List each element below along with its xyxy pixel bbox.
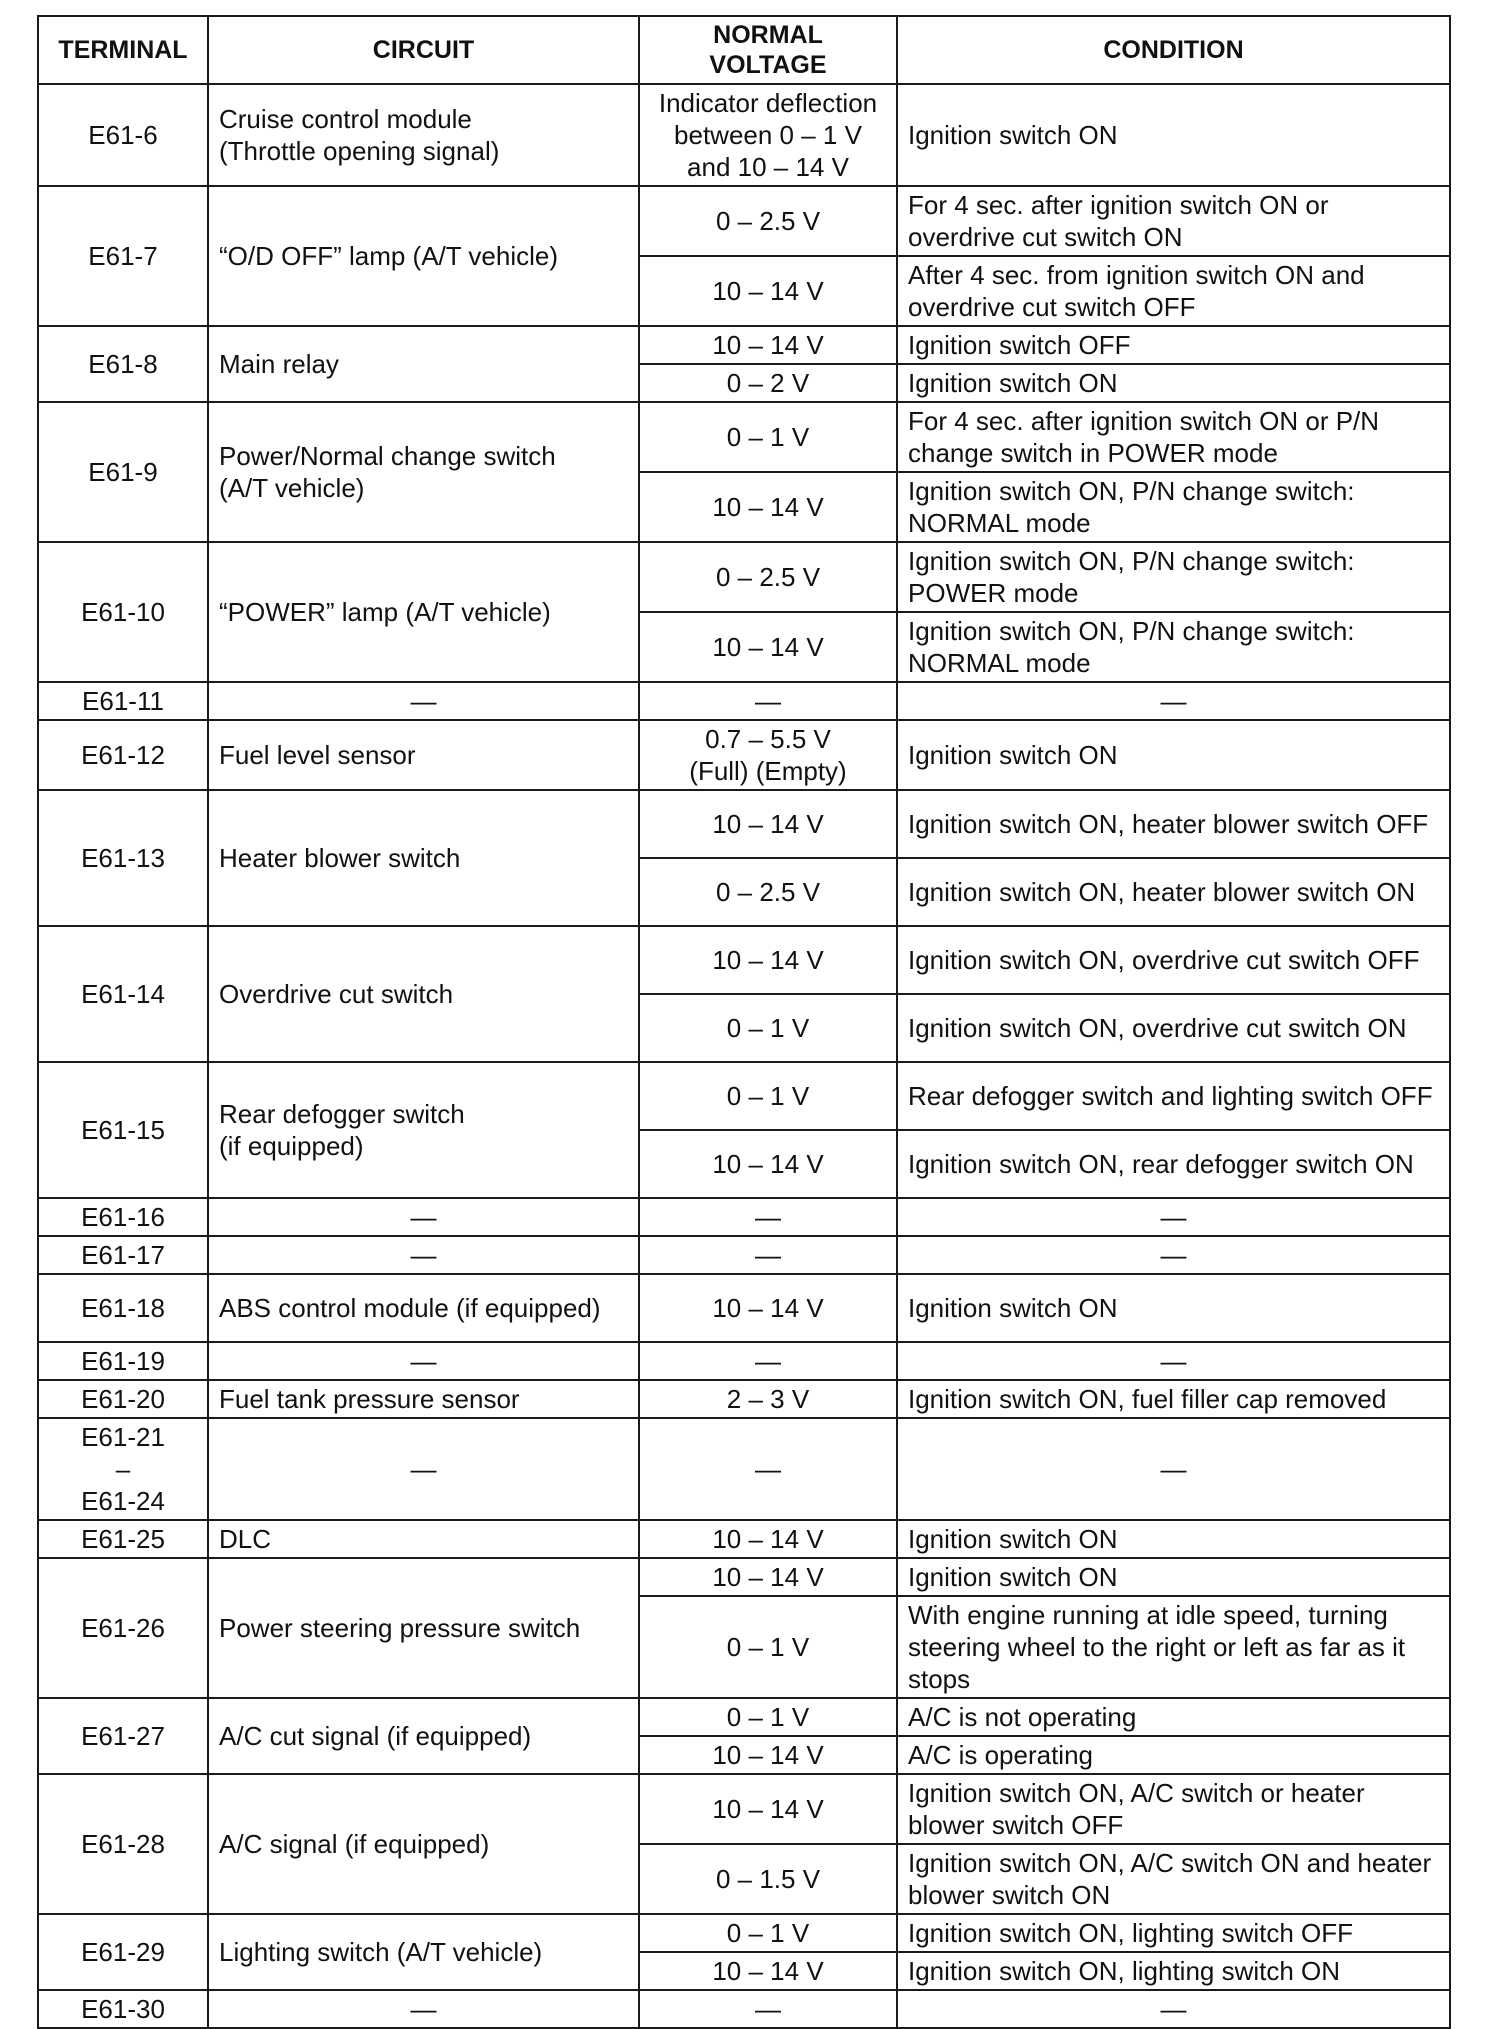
voltage-cell: 0 – 1.5 V bbox=[639, 1844, 897, 1914]
terminal-cell: E61-8 bbox=[38, 326, 208, 402]
circuit-cell: Fuel tank pressure sensor bbox=[208, 1380, 639, 1418]
condition-cell: Ignition switch ON, fuel filler cap removed bbox=[897, 1380, 1450, 1418]
voltage-cell: 10 – 14 V bbox=[639, 472, 897, 542]
voltage-cell: — bbox=[639, 1342, 897, 1380]
circuit-cell: Heater blower switch bbox=[208, 790, 639, 926]
condition-cell: Ignition switch ON, A/C switch or heater blower switch OFF bbox=[897, 1774, 1450, 1844]
circuit-cell: Power steering pressure switch bbox=[208, 1558, 639, 1698]
circuit-cell: — bbox=[208, 1418, 639, 1520]
circuit-cell: Power/Normal change switch (A/T vehicle) bbox=[208, 402, 639, 542]
voltage-cell: — bbox=[639, 1990, 897, 2028]
header-terminal: TERMINAL bbox=[38, 16, 208, 84]
voltage-cell: 0 – 1 V bbox=[639, 1596, 897, 1698]
header-normal-voltage: NORMAL VOLTAGE bbox=[639, 16, 897, 84]
table-row bbox=[38, 1274, 1450, 1342]
condition-cell: Ignition switch ON bbox=[897, 720, 1450, 790]
circuit-cell: “POWER” lamp (A/T vehicle) bbox=[208, 542, 639, 682]
condition-cell: Ignition switch ON, A/C switch ON and heater blower switch ON bbox=[897, 1844, 1450, 1914]
condition-cell: Rear defogger switch and lighting switch OFF bbox=[897, 1062, 1450, 1130]
voltage-cell: 10 – 14 V bbox=[639, 1736, 897, 1774]
terminal-cell: E61-15 bbox=[38, 1062, 208, 1198]
circuit-cell: DLC bbox=[208, 1520, 639, 1558]
voltage-cell: 0 – 2 V bbox=[639, 364, 897, 402]
condition-cell: Ignition switch ON, heater blower switch OFF bbox=[897, 790, 1450, 858]
voltage-cell: 0 – 1 V bbox=[639, 1914, 897, 1952]
condition-cell: — bbox=[897, 1236, 1450, 1274]
terminal-cell: E61-30 bbox=[38, 1990, 208, 2028]
circuit-cell: Main relay bbox=[208, 326, 639, 402]
terminal-voltage-table bbox=[37, 15, 1451, 2029]
voltage-cell: 0 – 1 V bbox=[639, 402, 897, 472]
terminal-cell: E61-17 bbox=[38, 1236, 208, 1274]
voltage-cell: — bbox=[639, 1418, 897, 1520]
circuit-cell: — bbox=[208, 1198, 639, 1236]
table-row bbox=[38, 1342, 1450, 1380]
circuit-cell: — bbox=[208, 682, 639, 720]
voltage-cell: 10 – 14 V bbox=[639, 1274, 897, 1342]
condition-cell: With engine running at idle speed, turning steering wheel to the right or left as far as it stops bbox=[897, 1596, 1450, 1698]
table-row bbox=[38, 1698, 1450, 1736]
condition-cell: — bbox=[897, 1990, 1450, 2028]
condition-cell: Ignition switch ON, P/N change switch: POWER mode bbox=[897, 542, 1450, 612]
condition-cell: Ignition switch ON bbox=[897, 1520, 1450, 1558]
table-row bbox=[38, 1380, 1450, 1418]
circuit-cell: Overdrive cut switch bbox=[208, 926, 639, 1062]
condition-cell: Ignition switch ON bbox=[897, 84, 1450, 186]
voltage-cell: 10 – 14 V bbox=[639, 790, 897, 858]
header-condition: CONDITION bbox=[897, 16, 1450, 84]
terminal-cell: E61-19 bbox=[38, 1342, 208, 1380]
voltage-cell: 10 – 14 V bbox=[639, 1952, 897, 1990]
table-row bbox=[38, 1774, 1450, 1844]
terminal-cell: E61-14 bbox=[38, 926, 208, 1062]
voltage-cell: — bbox=[639, 1198, 897, 1236]
voltage-cell: 10 – 14 V bbox=[639, 1774, 897, 1844]
condition-cell: Ignition switch ON bbox=[897, 1558, 1450, 1596]
terminal-cell: E61-21 – E61-24 bbox=[38, 1418, 208, 1520]
condition-cell: Ignition switch ON, lighting switch OFF bbox=[897, 1914, 1450, 1952]
terminal-cell: E61-20 bbox=[38, 1380, 208, 1418]
table-row bbox=[38, 1236, 1450, 1274]
circuit-cell: — bbox=[208, 1342, 639, 1380]
table-row bbox=[38, 84, 1450, 186]
table-row bbox=[38, 402, 1450, 472]
table-row bbox=[38, 326, 1450, 364]
condition-cell: Ignition switch ON, rear defogger switch ON bbox=[897, 1130, 1450, 1198]
voltage-cell: 10 – 14 V bbox=[639, 1558, 897, 1596]
condition-cell: — bbox=[897, 682, 1450, 720]
table-row bbox=[38, 1520, 1450, 1558]
table-row bbox=[38, 1558, 1450, 1596]
condition-cell: Ignition switch ON bbox=[897, 364, 1450, 402]
terminal-cell: E61-13 bbox=[38, 790, 208, 926]
table-row bbox=[38, 720, 1450, 790]
table-row bbox=[38, 1062, 1450, 1130]
voltage-cell: 0 – 1 V bbox=[639, 1698, 897, 1736]
condition-cell: For 4 sec. after ignition switch ON or P/N change switch in POWER mode bbox=[897, 402, 1450, 472]
table-row bbox=[38, 542, 1450, 612]
condition-cell: Ignition switch ON, overdrive cut switch ON bbox=[897, 994, 1450, 1062]
table-row bbox=[38, 186, 1450, 256]
header-row bbox=[38, 16, 1450, 84]
table-row bbox=[38, 682, 1450, 720]
circuit-cell: — bbox=[208, 1236, 639, 1274]
condition-cell: Ignition switch ON, P/N change switch: NORMAL mode bbox=[897, 472, 1450, 542]
condition-cell: Ignition switch OFF bbox=[897, 326, 1450, 364]
terminal-cell: E61-27 bbox=[38, 1698, 208, 1774]
condition-cell: Ignition switch ON, overdrive cut switch OFF bbox=[897, 926, 1450, 994]
circuit-cell: A/C signal (if equipped) bbox=[208, 1774, 639, 1914]
voltage-cell: 2 – 3 V bbox=[639, 1380, 897, 1418]
voltage-cell: 10 – 14 V bbox=[639, 926, 897, 994]
voltage-cell: 10 – 14 V bbox=[639, 1130, 897, 1198]
terminal-cell: E61-12 bbox=[38, 720, 208, 790]
table-row bbox=[38, 1914, 1450, 1952]
circuit-cell: ABS control module (if equipped) bbox=[208, 1274, 639, 1342]
terminal-cell: E61-16 bbox=[38, 1198, 208, 1236]
voltage-cell: 10 – 14 V bbox=[639, 326, 897, 364]
condition-cell: Ignition switch ON, P/N change switch: NORMAL mode bbox=[897, 612, 1450, 682]
condition-cell: A/C is not operating bbox=[897, 1698, 1450, 1736]
condition-cell: Ignition switch ON, lighting switch ON bbox=[897, 1952, 1450, 1990]
terminal-cell: E61-25 bbox=[38, 1520, 208, 1558]
voltage-cell: 0 – 2.5 V bbox=[639, 542, 897, 612]
table-row bbox=[38, 926, 1450, 994]
voltage-cell: 0.7 – 5.5 V (Full) (Empty) bbox=[639, 720, 897, 790]
terminal-cell: E61-28 bbox=[38, 1774, 208, 1914]
voltage-cell: — bbox=[639, 682, 897, 720]
condition-cell: Ignition switch ON bbox=[897, 1274, 1450, 1342]
terminal-cell: E61-6 bbox=[38, 84, 208, 186]
condition-cell: — bbox=[897, 1198, 1450, 1236]
terminal-cell: E61-26 bbox=[38, 1558, 208, 1698]
terminal-cell: E61-29 bbox=[38, 1914, 208, 1990]
condition-cell: For 4 sec. after ignition switch ON or overdrive cut switch ON bbox=[897, 186, 1450, 256]
condition-cell: Ignition switch ON, heater blower switch ON bbox=[897, 858, 1450, 926]
voltage-cell: 10 – 14 V bbox=[639, 1520, 897, 1558]
circuit-cell: Lighting switch (A/T vehicle) bbox=[208, 1914, 639, 1990]
table-row bbox=[38, 1198, 1450, 1236]
circuit-cell: Cruise control module (Throttle opening signal) bbox=[208, 84, 639, 186]
voltage-cell: — bbox=[639, 1236, 897, 1274]
voltage-cell: 0 – 2.5 V bbox=[639, 186, 897, 256]
voltage-cell: 10 – 14 V bbox=[639, 612, 897, 682]
table-row bbox=[38, 790, 1450, 858]
terminal-cell: E61-10 bbox=[38, 542, 208, 682]
terminal-cell: E61-11 bbox=[38, 682, 208, 720]
header-circuit: CIRCUIT bbox=[208, 16, 639, 84]
voltage-cell: 10 – 14 V bbox=[639, 256, 897, 326]
circuit-cell: “O/D OFF” lamp (A/T vehicle) bbox=[208, 186, 639, 326]
voltage-cell: Indicator deflection between 0 – 1 V and 10 – 14 V bbox=[639, 84, 897, 186]
condition-cell: After 4 sec. from ignition switch ON and overdrive cut switch OFF bbox=[897, 256, 1450, 326]
circuit-cell: Fuel level sensor bbox=[208, 720, 639, 790]
voltage-cell: 0 – 1 V bbox=[639, 1062, 897, 1130]
circuit-cell: A/C cut signal (if equipped) bbox=[208, 1698, 639, 1774]
table-row bbox=[38, 1418, 1450, 1520]
circuit-cell: — bbox=[208, 1990, 639, 2028]
condition-cell: A/C is operating bbox=[897, 1736, 1450, 1774]
terminal-cell: E61-7 bbox=[38, 186, 208, 326]
condition-cell: — bbox=[897, 1418, 1450, 1520]
terminal-cell: E61-9 bbox=[38, 402, 208, 542]
table-row bbox=[38, 1990, 1450, 2028]
circuit-cell: Rear defogger switch (if equipped) bbox=[208, 1062, 639, 1198]
condition-cell: — bbox=[897, 1342, 1450, 1380]
terminal-cell: E61-18 bbox=[38, 1274, 208, 1342]
voltage-cell: 0 – 1 V bbox=[639, 994, 897, 1062]
voltage-cell: 0 – 2.5 V bbox=[639, 858, 897, 926]
